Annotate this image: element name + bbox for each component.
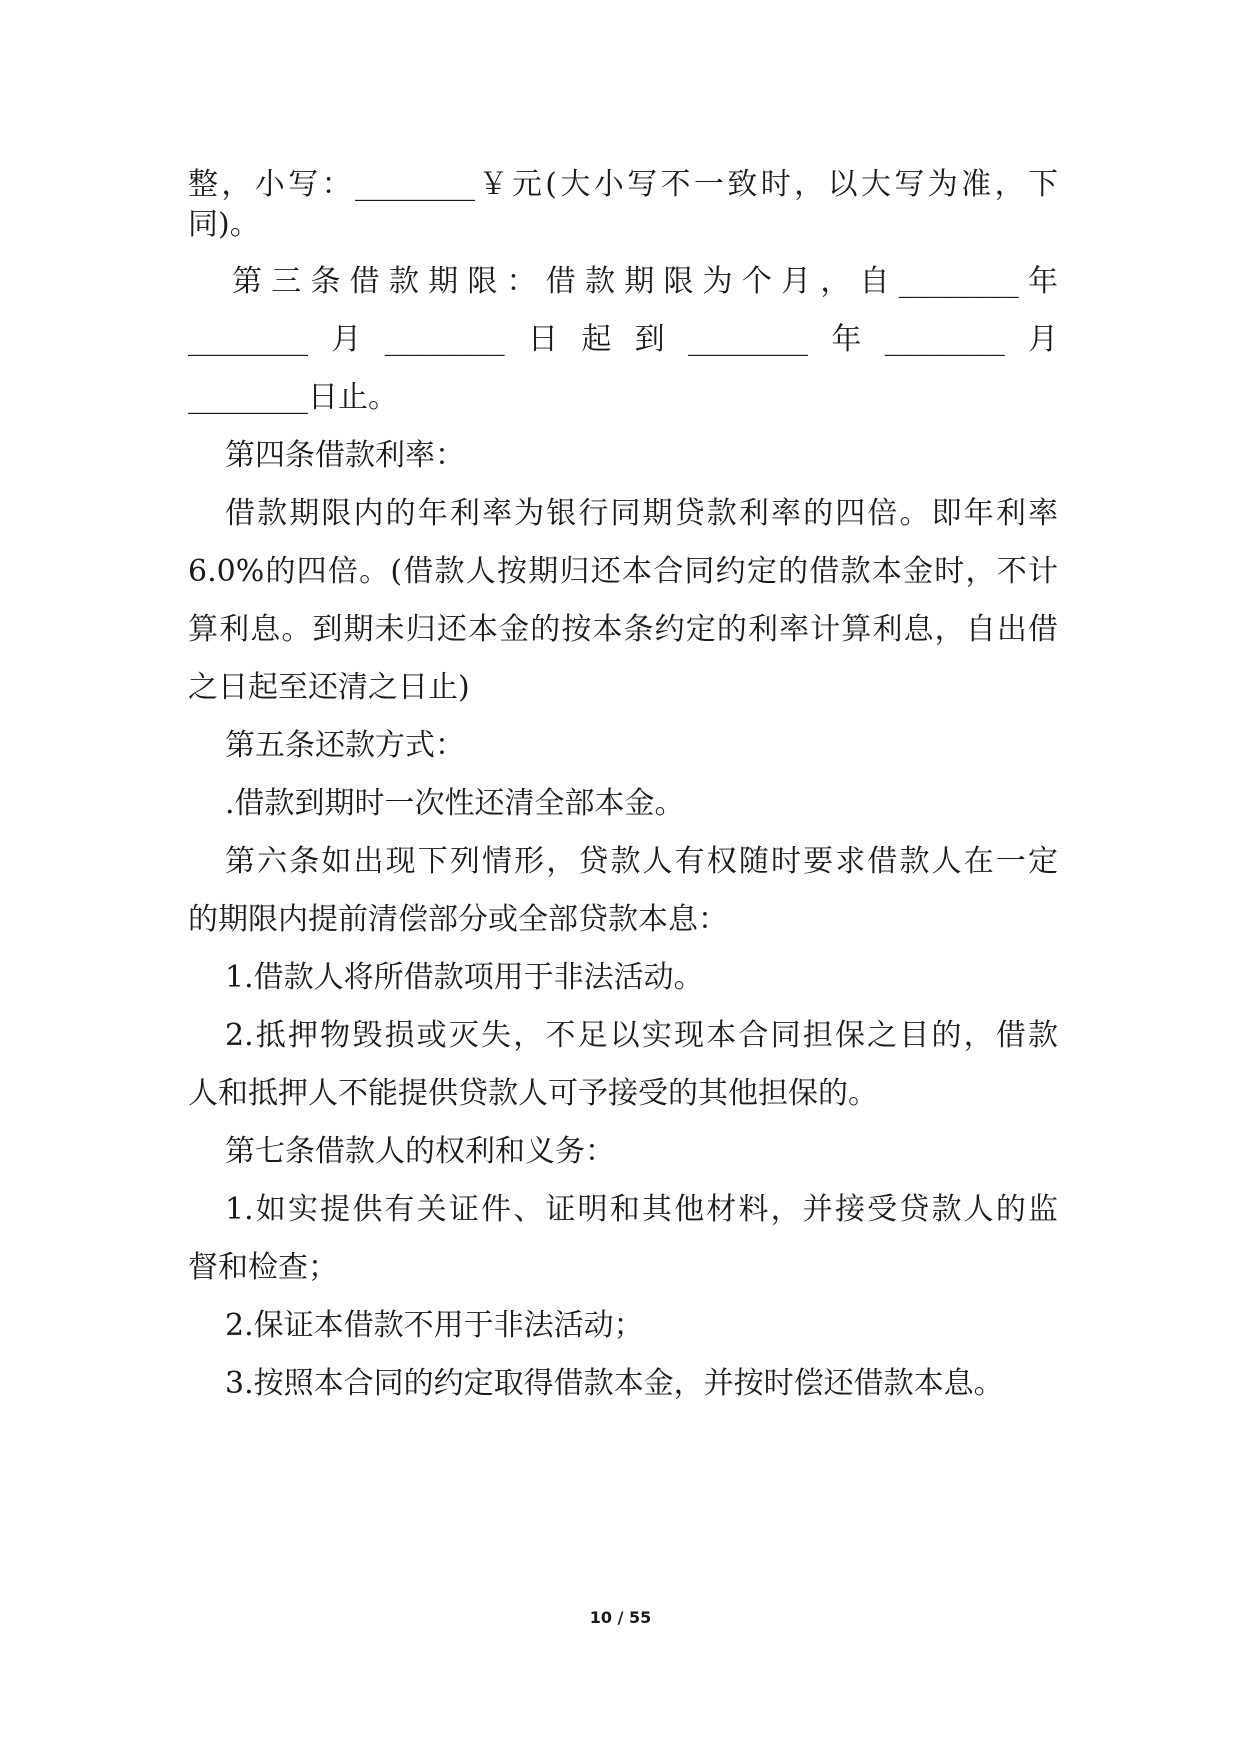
list-item: 1.如实提供有关证件、证明和其他材料，并接受贷款人的监 [225, 1192, 1058, 1227]
text-line: .借款到期时一次性还清全部本金。 [225, 786, 685, 821]
section-heading: 第七条借款人的权利和义务： [225, 1134, 615, 1169]
text-line: 第六条如出现下列情形，贷款人有权随时要求借款人在一定 [225, 844, 1058, 879]
text-line: 之日起至还清之日止) [188, 670, 470, 705]
text-line: 的期限内提前清偿部分或全部贷款本息： [188, 902, 728, 937]
section-heading: 第五条还款方式： [225, 728, 465, 763]
text-line: ________日止。 [188, 380, 398, 415]
text-line: 督和检查； [188, 1250, 338, 1285]
text-line: 整，小写：________￥元(大小写不一致时，以大写为准，下 [188, 167, 1058, 202]
page-number: 10 / 55 [589, 1608, 652, 1627]
section-heading: 第四条借款利率： [225, 438, 465, 473]
list-item: 1.借款人将所借款项用于非法活动。 [225, 960, 704, 995]
text-line: 第三条借款期限：借款期限为个月，自________年 [232, 264, 1058, 299]
list-item: 2.保证本借款不用于非法活动； [225, 1308, 644, 1343]
list-item: 2.抵押物毁损或灭失，不足以实现本合同担保之目的，借款 [225, 1018, 1058, 1053]
text-line: 同)。 [188, 207, 260, 242]
text-line: 人和抵押人不能提供贷款人可予接受的其他担保的。 [188, 1076, 878, 1111]
text-line: 借款期限内的年利率为银行同期贷款利率的四倍。即年利率 [225, 496, 1058, 531]
text-line: 6.0%的四倍。(借款人按期归还本合同约定的借款本金时，不计 [188, 554, 1058, 589]
list-item: 3.按照本合同的约定取得借款本金，并按时偿还借款本息。 [225, 1366, 1004, 1401]
text-line: ________月________日起到________年________月 [188, 322, 1058, 357]
text-line: 算利息。到期未归还本金的按本条约定的利率计算利息，自出借 [188, 612, 1058, 647]
